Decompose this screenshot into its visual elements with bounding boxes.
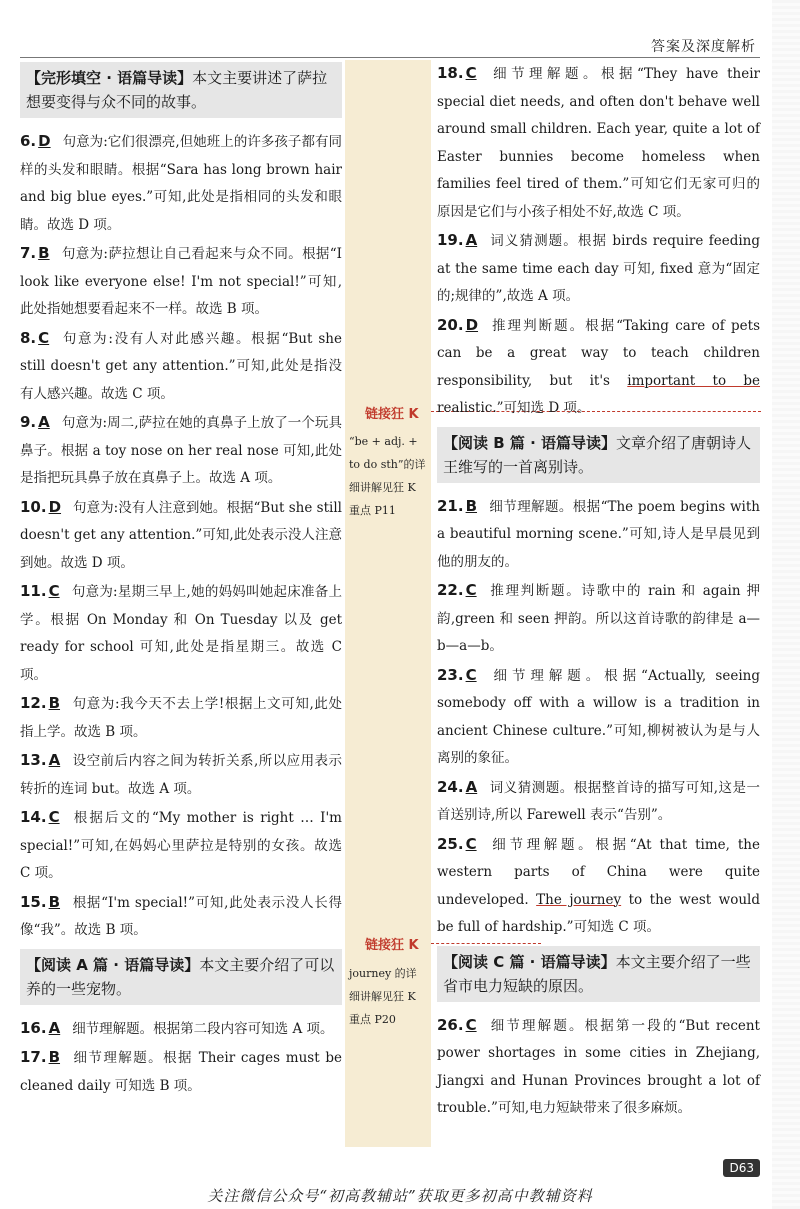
question-number: 18. xyxy=(437,64,464,82)
band-text: 文章介绍了唐朝诗人王维写的一首离别诗。 xyxy=(443,433,752,476)
question-item xyxy=(20,889,342,945)
question-item xyxy=(437,227,760,311)
question-text: 根据后文的“My mother is right … I'm special!”可知,在妈妈心里萨拉是特别的女孩。故选 C 项。 xyxy=(20,810,342,881)
question-number: 16. xyxy=(20,1018,47,1037)
answer-letter: C xyxy=(465,665,477,684)
question-number: 15. xyxy=(20,892,47,911)
answer-letter: B xyxy=(465,496,478,515)
question-number: 24. xyxy=(437,777,464,796)
question-text: 句意为:它们很漂亮,但她班上的许多孩子都有同样的头发和眼睛。根据“Sara has long brown hair and big blue eyes.”可知,此处是指相同的头发和眼睛。故选 D 项。 xyxy=(20,134,342,233)
band-text: 本文主要介绍了一些省市电力短缺的原因。 xyxy=(443,952,751,995)
answer-letter: A xyxy=(48,751,61,769)
question-item xyxy=(20,409,342,493)
band-tag: 【阅读 B 篇 · 语篇导读】 xyxy=(443,433,617,452)
question-number: 13. xyxy=(20,751,47,769)
question-number: 21. xyxy=(437,496,464,515)
answer-letter: A xyxy=(48,1018,61,1037)
question-text: 根据“I'm special!”可知,此处表示没人长得像“我”。故选 B 项。 xyxy=(20,894,342,938)
question-number: 10. xyxy=(20,497,47,516)
footer-note: 关注微信公众号“初高教辅站”获取更多初高中教辅资料 xyxy=(207,1187,593,1205)
answer-letter: C xyxy=(38,328,50,347)
question-text: 细节理解题。根据“At that time, the western parts of China were quite undeveloped. xyxy=(437,836,760,908)
left-column xyxy=(20,60,342,1147)
question-item xyxy=(437,577,760,661)
question-text: 细节理解题。根据“The poem begins with a beautiful morning scene.”可知,诗人是早晨见到他的朋友的。 xyxy=(437,498,760,570)
question-number: 17. xyxy=(20,1048,47,1066)
note-line: 重点 P20 xyxy=(349,1013,396,1026)
question-number: 19. xyxy=(437,231,464,249)
right-column xyxy=(437,60,760,1147)
answer-letter: D xyxy=(48,497,62,516)
note-line: 重点 P11 xyxy=(349,504,396,517)
question-text: 设空前后内容之间为转折关系,所以应用表示转折的连词 but。故选 A 项。 xyxy=(20,753,342,797)
question-text: 句意为:没有人对此感兴趣。根据“But she still doesn't get any attention.”可知,此处是指没有人感兴趣。故选 C 项。 xyxy=(20,330,342,402)
question-text: 细节理解题。根据“They have their special diet needs, and often don't behave well around small children. Each year, quite a lot of Easter bunnies become homeless when families feel tired of them.”可知它们无家可归的原因是它们与小孩子相处不好,故选 C 项。 xyxy=(437,66,760,220)
question-number: 25. xyxy=(437,834,464,853)
question-number: 12. xyxy=(20,694,47,712)
question-text: 词义猜测题。根据 birds require feeding at the same time each day 可知, fixed 意为“固定的;规律的”,故选 A 项。 xyxy=(437,233,760,304)
header-title: 答案及深度解析 xyxy=(651,39,756,55)
question-text: 句意为:周二,萨拉在她的真鼻子上放了一个玩具鼻子。根据 a toy nose on her real nose 可知,此处是指把玩具鼻子放在真鼻子上。故选 A 项。 xyxy=(20,415,342,486)
page-number: D63 xyxy=(723,1159,760,1177)
question-number: 11. xyxy=(20,582,47,600)
band-tag: 【阅读 A 篇 · 语篇导读】 xyxy=(26,955,200,974)
question-item xyxy=(437,312,760,423)
question-item xyxy=(20,578,342,689)
question-item xyxy=(437,662,760,773)
link-label: 链接狂 K xyxy=(365,407,419,422)
question-text: 推理判断题。根据“Taking care of pets can be a great way to teach children responsibility, but it's xyxy=(437,317,760,389)
question-text: 句意为:星期三早上,她的妈妈叫她起床准备上学。根据 On Monday 和 On Tuesday 以及 get ready for school 可知,此处是指星期三。故选 C 项。 xyxy=(20,584,342,683)
question-item xyxy=(20,494,342,578)
question-number: 26. xyxy=(437,1015,464,1034)
question-number: 7. xyxy=(20,244,37,262)
question-text: 推理判断题。诗歌中的 rain 和 again 押韵,green 和 seen 押韵。所以这首诗歌的韵律是 a—b—a—b。 xyxy=(437,583,760,654)
question-text: 句意为:我今天不去上学!根据上文可知,此处指上学。故选 B 项。 xyxy=(20,696,342,740)
header-rule xyxy=(20,57,760,58)
section-band-reading-a xyxy=(20,949,342,1005)
answer-letter: C xyxy=(48,808,60,826)
band-text: 本文主要介绍了可以养的一些宠物。 xyxy=(26,955,335,998)
question-item xyxy=(20,804,342,888)
question-item xyxy=(20,1044,342,1100)
question-text: 句意为:没有人注意到她。根据“But she still doesn't get any attention.”可知,此处表示没人注意到她。故选 D 项。 xyxy=(20,499,342,571)
question-number: 22. xyxy=(437,581,464,599)
answer-letter: C xyxy=(465,1015,477,1034)
question-text: 细节理解题。根据“Actually, seeing somebody off with a willow is a tradition in ancient Chinese culture.”可知,柳树被认为是与人离别的象征。 xyxy=(437,667,760,766)
question-item xyxy=(20,128,342,239)
answer-letter: A xyxy=(465,777,478,796)
answer-letter: C xyxy=(48,582,60,600)
note-line: journey 的详 xyxy=(349,967,417,980)
question-text: 细节理解题。根据第一段的“But recent power shortages in some cities in Zhejiang, Jiangxi and Hunan Provinces brought a lot of trouble.”可知,电力短缺带来了很多麻烦。 xyxy=(437,1017,760,1116)
question-text: 细节理解题。根据第二段内容可知选 A 项。 xyxy=(72,1020,334,1037)
note-line: “be + adj. + xyxy=(349,435,418,448)
question-number: 6. xyxy=(20,132,37,150)
answer-letter: D xyxy=(38,132,51,150)
question-number: 20. xyxy=(437,315,464,334)
section-band-reading-b xyxy=(437,427,760,483)
question-item xyxy=(437,774,760,830)
underlined-phrase: important to be xyxy=(627,372,761,389)
note-line: 细讲解见狂 K xyxy=(349,481,416,494)
question-number: 23. xyxy=(437,665,464,684)
band-tag: 【阅读 C 篇 · 语篇导读】 xyxy=(443,952,616,971)
question-text: realistic.”可知选 D 项。 xyxy=(437,400,591,416)
answer-letter: B xyxy=(48,694,61,712)
note-line: 细讲解见狂 K xyxy=(349,990,416,1003)
section-band-reading-c xyxy=(437,946,760,1002)
question-number: 14. xyxy=(20,808,47,826)
question-item xyxy=(437,60,760,226)
question-text: to the west would be full of hardship.”可知选 C 项。 xyxy=(437,891,761,935)
binding-edge xyxy=(772,0,800,1209)
note-line: to do sth”的详 xyxy=(349,458,426,471)
link-label: 链接狂 K xyxy=(365,938,419,953)
band-text: 本文主要讲述了萨拉想要变得与众不同的故事。 xyxy=(26,69,328,111)
question-text: 句意为:萨拉想让自己看起来与众不同。根据“I look like everyone else! I'm not special!”可知,此处指她想要看起来不一样。故选 B 项。 xyxy=(20,246,342,317)
question-item xyxy=(437,1012,760,1123)
question-text: 词义猜测题。根据整首诗的描写可知,这是一首送别诗,所以 Farewell 表示“告别”。 xyxy=(437,779,760,823)
side-note-1 xyxy=(349,430,429,522)
section-band-cloze xyxy=(20,62,342,118)
question-item xyxy=(20,240,342,324)
answer-letter: B xyxy=(48,1048,61,1066)
answer-letter: C xyxy=(465,834,477,853)
answer-letter: B xyxy=(48,892,61,911)
side-note-2 xyxy=(349,962,429,1031)
answer-letter: C xyxy=(465,581,477,599)
underlined-phrase: The journey xyxy=(536,891,622,908)
question-item xyxy=(20,1015,342,1044)
question-number: 9. xyxy=(20,413,37,431)
band-tag: 【完形填空 · 语篇导读】 xyxy=(26,69,193,87)
question-text: 细节理解题。根据 Their cages must be cleaned daily 可知选 B 项。 xyxy=(20,1050,342,1094)
question-item xyxy=(437,831,760,942)
answer-letter: A xyxy=(465,231,478,249)
question-number: 8. xyxy=(20,328,37,347)
answer-letter: D xyxy=(465,315,479,334)
question-item xyxy=(437,493,760,577)
side-notes-column xyxy=(345,60,431,1147)
answer-letter: C xyxy=(465,64,477,82)
question-item xyxy=(20,747,342,803)
answer-letter: B xyxy=(38,244,50,262)
question-item xyxy=(20,325,342,409)
question-item xyxy=(20,690,342,746)
answer-letter: A xyxy=(38,413,50,431)
